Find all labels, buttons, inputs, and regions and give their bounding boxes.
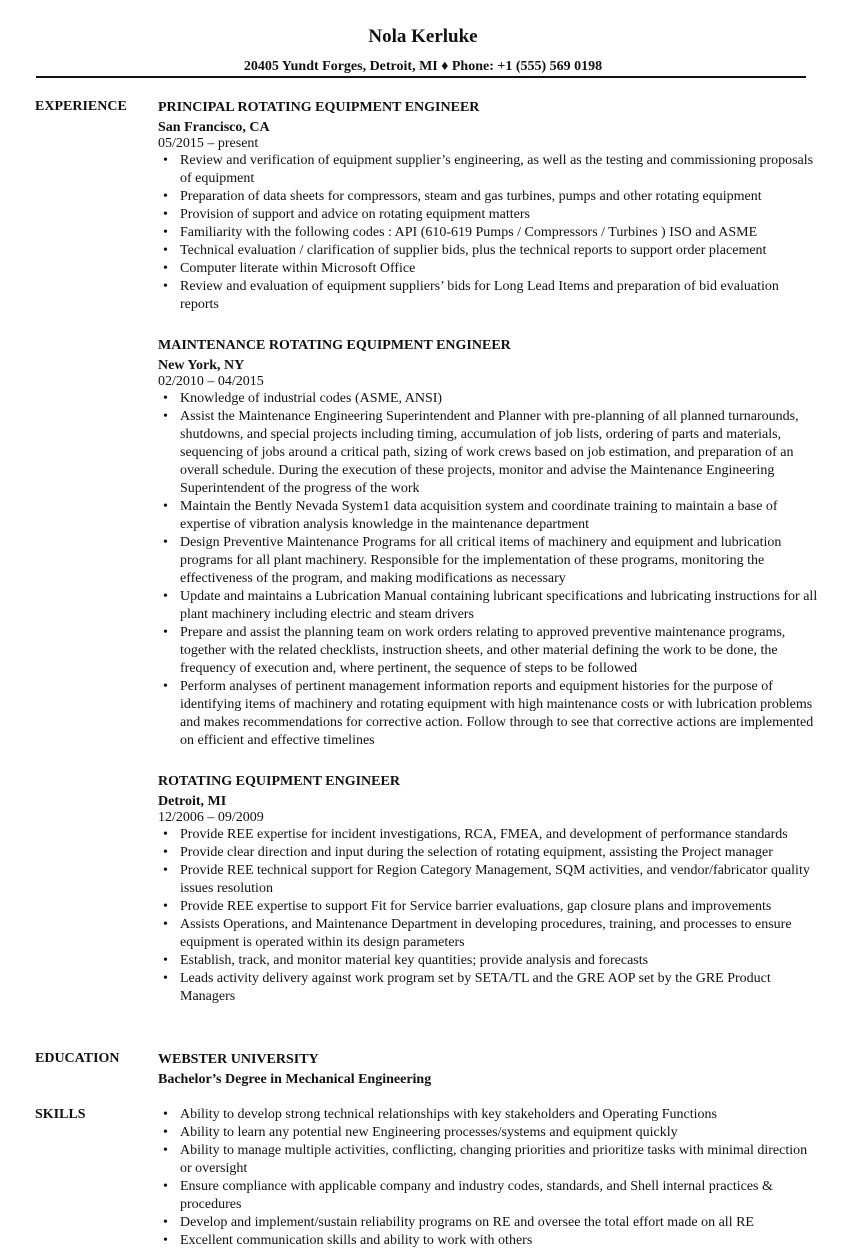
list-item: • Ability to manage multiple activities, conflicting, changing priorities and prioritize tasks with minimal direction or oversight xyxy=(158,1142,818,1178)
job-title: PRINCIPAL ROTATING EQUIPMENT ENGINEER xyxy=(158,100,480,115)
list-item: • Leads activity delivery against work program set by SETA/TL and the GRE AOP set by the GRE Product Managers xyxy=(158,970,818,1006)
job-dates: 12/2006 – 09/2009 xyxy=(158,810,264,825)
list-item: • Ensure compliance with applicable company and industry codes, standards, and Shell internal practices & procedures xyxy=(158,1178,818,1214)
list-item: • Provide clear direction and input during the selection of rotating equipment, assisting the Project manager xyxy=(158,844,818,862)
job-entry xyxy=(158,773,818,1006)
section-label-experience: EXPERIENCE xyxy=(35,99,127,114)
skills-list xyxy=(158,1106,818,1250)
list-item: • Ability to develop strong technical relationships with key stakeholders and Operating Functions xyxy=(158,1106,818,1124)
list-item: • Review and verification of equipment supplier’s engineering, as well as the testing and commissioning proposals of equipment xyxy=(158,152,818,188)
list-item: • Maintain the Bently Nevada System1 data acquisition system and coordinate training to maintain a base of expertise of vibration analysis knowledge in the maintenance department xyxy=(158,498,818,534)
education-school: WEBSTER UNIVERSITY xyxy=(158,1052,319,1067)
contact-line: 20405 Yundt Forges, Detroit, MI ♦ Phone: +1 (555) 569 0198 xyxy=(243,59,603,74)
job-entry xyxy=(158,99,818,314)
job-title: MAINTENANCE ROTATING EQUIPMENT ENGINEER xyxy=(158,338,511,353)
list-item: • Familiarity with the following codes : API (610-619 Pumps / Compressors / Turbines ) ISO and ASME xyxy=(158,224,818,242)
section-label-education: EDUCATION xyxy=(35,1051,120,1066)
list-item: • Preparation of data sheets for compressors, steam and gas turbines, pumps and other rotating equipment xyxy=(158,188,818,206)
list-item: • Update and maintains a Lubrication Manual containing lubricant specifications and lubricating instructions for all plant machinery including electric and steam drivers xyxy=(158,588,818,624)
job-location: New York, NY xyxy=(158,358,245,373)
list-item: • Provide REE expertise for incident investigations, RCA, FMEA, and development of performance standards xyxy=(158,826,818,844)
job-location: San Francisco, CA xyxy=(158,120,270,135)
section-label-skills: SKILLS xyxy=(35,1107,86,1122)
list-item: • Excellent communication skills and ability to work with others xyxy=(158,1232,818,1250)
job-bullets xyxy=(158,152,818,314)
list-item: • Assist the Maintenance Engineering Superintendent and Planner with pre-planning of all planned turnarounds, shutdowns, and special projects including timing, accumulation of job lists, ordering of parts and materials, sequencing of jobs around a critical path, sizing of work crews based on job estimation, and preparation of an overall schedule. During the execution of these projects, monitor and advise the Maintenance Engineering Superintendent of the progress of the work xyxy=(158,408,818,498)
list-item: • Establish, track, and monitor material key quantities; provide analysis and forecasts xyxy=(158,952,818,970)
job-bullets xyxy=(158,826,818,1006)
list-item: • Ability to learn any potential new Engineering processes/systems and equipment quickly xyxy=(158,1124,818,1142)
list-item: • Technical evaluation / clarification of supplier bids, plus the technical reports to support order placement xyxy=(158,242,818,260)
list-item: • Assists Operations, and Maintenance Department in developing procedures, training, and processes to ensure equipment is operated within its design parameters xyxy=(158,916,818,952)
list-item: • Review and evaluation of equipment suppliers’ bids for Long Lead Items and preparation of bid evaluation reports xyxy=(158,278,818,314)
job-location: Detroit, MI xyxy=(158,794,227,809)
list-item: • Computer literate within Microsoft Office xyxy=(158,260,818,278)
education-section xyxy=(158,1050,818,1090)
list-item: • Provide REE technical support for Region Category Management, SQM activities, and vendor/fabricator quality issues resolution xyxy=(158,862,818,898)
candidate-name: Nola Kerluke xyxy=(368,26,478,47)
list-item: • Prepare and assist the planning team on work orders relating to approved preventive maintenance programs, together with the related checklists, instruction sheets, and other material defining the work to be done, the frequency of execution and, where pertinent, the sequence of steps to be followed xyxy=(158,624,818,678)
list-item: • Design Preventive Maintenance Programs for all critical items of machinery and equipment and lubrication programs for all plant machinery. Responsible for the implementation of these programs, monitoring the effectiveness of the program, and making modifications as necessary xyxy=(158,534,818,588)
list-item: • Provide REE expertise to support Fit for Service barrier evaluations, gap closure plans and improvements xyxy=(158,898,818,916)
job-entry xyxy=(158,337,818,750)
list-item: • Perform analyses of pertinent management information reports and equipment histories for the purpose of identifying items of machinery and rotating equipment with high maintenance costs or with lubrication problems and makes recommendations for corrective action. Follow through to see that corrective actions are implemented on efficient and effective timelines xyxy=(158,678,818,750)
experience-section xyxy=(158,99,818,314)
skills-section xyxy=(158,1106,818,1250)
job-dates: 05/2015 – present xyxy=(158,136,259,151)
header-divider xyxy=(36,76,806,78)
job-title: ROTATING EQUIPMENT ENGINEER xyxy=(158,774,400,789)
list-item: • Develop and implement/sustain reliability programs on RE and oversee the total effort made on all RE xyxy=(158,1214,818,1232)
list-item: • Knowledge of industrial codes (ASME, ANSI) xyxy=(158,390,818,408)
experience-section-2 xyxy=(158,337,818,750)
job-dates: 02/2010 – 04/2015 xyxy=(158,374,264,389)
job-bullets xyxy=(158,390,818,750)
experience-section-3 xyxy=(158,773,818,1006)
education-degree: Bachelor’s Degree in Mechanical Engineering xyxy=(158,1072,432,1087)
list-item: • Provision of support and advice on rotating equipment matters xyxy=(158,206,818,224)
